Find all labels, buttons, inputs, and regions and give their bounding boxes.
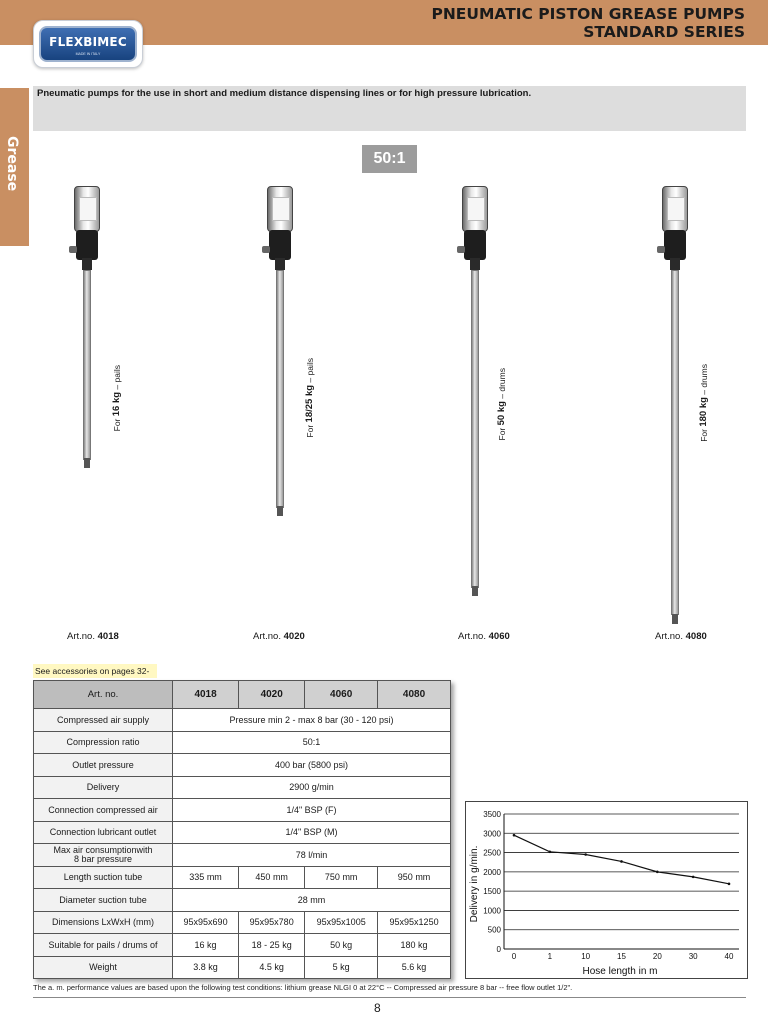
- chart-x-tick-label: 30: [688, 952, 698, 961]
- chart-x-tick-label: 10: [581, 952, 591, 961]
- row-value: 180 kg: [378, 934, 451, 957]
- pump-body: [664, 230, 686, 260]
- pump-body: [464, 230, 486, 260]
- chart-ylabel: Delivery in g/min.: [469, 845, 480, 923]
- artno-4020: Art.no. 4020: [253, 631, 305, 642]
- row-value: 5 kg: [305, 956, 378, 979]
- artno-4080: Art.no. 4080: [655, 631, 707, 642]
- table-row: [34, 844, 451, 867]
- row-value: 95x95x1005: [305, 911, 378, 934]
- row-value: 28 mm: [173, 889, 451, 912]
- chart-y-tick-label: 2500: [483, 848, 501, 858]
- side-tab-grease: [0, 88, 29, 246]
- table-row: [34, 776, 451, 799]
- table-row: [34, 731, 451, 754]
- row-value: 50:1: [173, 731, 451, 754]
- pump-air-cylinder: [74, 186, 100, 232]
- intro-box: [33, 86, 746, 131]
- table-header-cell: 4020: [239, 681, 305, 709]
- row-value: 950 mm: [378, 866, 451, 889]
- table-header-cell: 4080: [378, 681, 451, 709]
- chart-data-point: [584, 853, 587, 856]
- row-label: Diameter suction tube: [34, 889, 173, 912]
- table-row: [34, 866, 451, 889]
- chart-x-tick-label: 0: [511, 952, 517, 961]
- row-value: 2900 g/min: [173, 776, 451, 799]
- row-value: 3.8 kg: [173, 956, 239, 979]
- row-value: 95x95x780: [239, 911, 305, 934]
- artno-4060: Art.no. 4060: [458, 631, 510, 642]
- row-value: 450 mm: [239, 866, 305, 889]
- pump-suction-tube: [83, 270, 91, 460]
- pump-suction-tube: [471, 270, 479, 588]
- chart-data-point: [620, 860, 623, 863]
- delivery-series-line: [514, 835, 729, 884]
- delivery-chart-svg: [466, 802, 749, 980]
- pump-foot-valve: [84, 458, 90, 468]
- row-label: [34, 844, 173, 867]
- title-line-2: STANDARD SERIES: [583, 23, 745, 41]
- row-label: Connection lubricant outlet: [34, 821, 173, 844]
- pump-body: [269, 230, 291, 260]
- pump-air-cylinder: [462, 186, 488, 232]
- row-value: 4.5 kg: [239, 956, 305, 979]
- pump-body: [76, 230, 98, 260]
- logo-subtext: MADE IN ITALY: [75, 52, 101, 56]
- row-value: 400 bar (5800 psi): [173, 754, 451, 777]
- chart-y-tick-label: 500: [487, 925, 501, 935]
- row-label: Delivery: [34, 776, 173, 799]
- artno-4018: Art.no. 4018: [67, 631, 119, 642]
- chart-y-tick-label: 1500: [483, 887, 501, 897]
- table-row: [34, 821, 451, 844]
- table-row: [34, 956, 451, 979]
- chart-data-point: [728, 883, 731, 886]
- table-row: [34, 911, 451, 934]
- row-value: 750 mm: [305, 866, 378, 889]
- row-label-line-2: 8 bar pressure: [73, 853, 133, 864]
- row-label: Compression ratio: [34, 731, 173, 754]
- flexbimec-logo: [33, 20, 143, 68]
- title-line-1: PNEUMATIC PISTON GREASE PUMPS: [431, 5, 745, 23]
- chart-y-tick-label: 0: [496, 945, 501, 954]
- row-label-line-1: Max air consumptionwith: [53, 844, 153, 855]
- row-value: 78 l/min: [173, 844, 451, 867]
- pump-suction-tube: [671, 270, 679, 615]
- row-value: 1/4" BSP (F): [173, 799, 451, 822]
- row-label: Connection compressed air: [34, 799, 173, 822]
- row-label: Outlet pressure: [34, 754, 173, 777]
- pump-air-cylinder: [267, 186, 293, 232]
- table-header-cell: 4060: [305, 681, 378, 709]
- row-label: Weight: [34, 956, 173, 979]
- ratio-badge: 50:1: [362, 145, 417, 173]
- pump-label-4060: For 50 kg – drums: [496, 368, 507, 441]
- chart-data-point: [549, 851, 552, 854]
- row-value: 1/4" BSP (M): [173, 821, 451, 844]
- table-row: [34, 934, 451, 957]
- pump-foot-valve: [472, 586, 478, 596]
- chart-data-point: [513, 834, 516, 837]
- delivery-chart: [465, 801, 748, 979]
- pump-label-4080: For 180 kg – drums: [698, 364, 709, 442]
- row-value: 5.6 kg: [378, 956, 451, 979]
- pump-foot-valve: [277, 506, 283, 516]
- pump-label-4018: For 16 kg – pails: [111, 365, 122, 432]
- spec-table: [33, 680, 451, 979]
- row-value: 50 kg: [305, 934, 378, 957]
- chart-y-tick-label: 3500: [483, 810, 501, 819]
- chart-y-tick-label: 2000: [483, 867, 501, 877]
- intro-text: Pneumatic pumps for the use in short and medium distance dispensing lines or for high pressure lubrication.: [37, 88, 532, 99]
- table-header-row: [34, 681, 451, 709]
- row-value: 16 kg: [173, 934, 239, 957]
- chart-x-tick-label: 20: [652, 952, 662, 961]
- table-header-cell: 4018: [173, 681, 239, 709]
- chart-data-point: [656, 871, 659, 874]
- row-label: Compressed air supply: [34, 709, 173, 732]
- row-value: 335 mm: [173, 866, 239, 889]
- chart-data-point: [692, 876, 695, 879]
- table-row: [34, 799, 451, 822]
- row-label: Length suction tube: [34, 866, 173, 889]
- page-title: [431, 5, 745, 41]
- accessories-note: See accessories on pages 32-: [33, 664, 157, 678]
- pump-foot-valve: [672, 614, 678, 624]
- page-number: 8: [374, 1001, 381, 1015]
- chart-x-tick-label: 1: [547, 952, 553, 961]
- row-value: Pressure min 2 - max 8 bar (30 - 120 psi): [173, 709, 451, 732]
- table-row: [34, 709, 451, 732]
- chart-x-tick-label: 15: [617, 952, 626, 961]
- row-value: 95x95x690: [173, 911, 239, 934]
- pump-label-4020: For 18/25 kg – pails: [304, 358, 315, 438]
- chart-x-tick-label: 40: [724, 952, 734, 961]
- footnote: The a. m. performance values are based upon the following test conditions: lithium grease NLGI 0 at 22°C -- Compressed air pressure 8 bar -- free flow outlet 1/2".: [33, 983, 573, 992]
- footer-divider: [33, 997, 746, 998]
- chart-y-tick-label: 3000: [483, 829, 501, 839]
- pump-air-cylinder: [662, 186, 688, 232]
- pump-suction-tube: [276, 270, 284, 508]
- row-value: 95x95x1250: [378, 911, 451, 934]
- side-tab-label: Grease: [4, 136, 20, 192]
- logo-text: FLEXBIMEC: [49, 35, 127, 49]
- row-value: 18 - 25 kg: [239, 934, 305, 957]
- table-header-cell: Art. no.: [34, 681, 173, 709]
- row-label: Suitable for pails / drums of: [34, 934, 173, 957]
- table-row: [34, 889, 451, 912]
- chart-xlabel: Hose length in m: [582, 966, 658, 977]
- row-label: Dimensions LxWxH (mm): [34, 911, 173, 934]
- table-row: [34, 754, 451, 777]
- logo-badge: [39, 26, 137, 62]
- chart-y-tick-label: 1000: [483, 906, 501, 916]
